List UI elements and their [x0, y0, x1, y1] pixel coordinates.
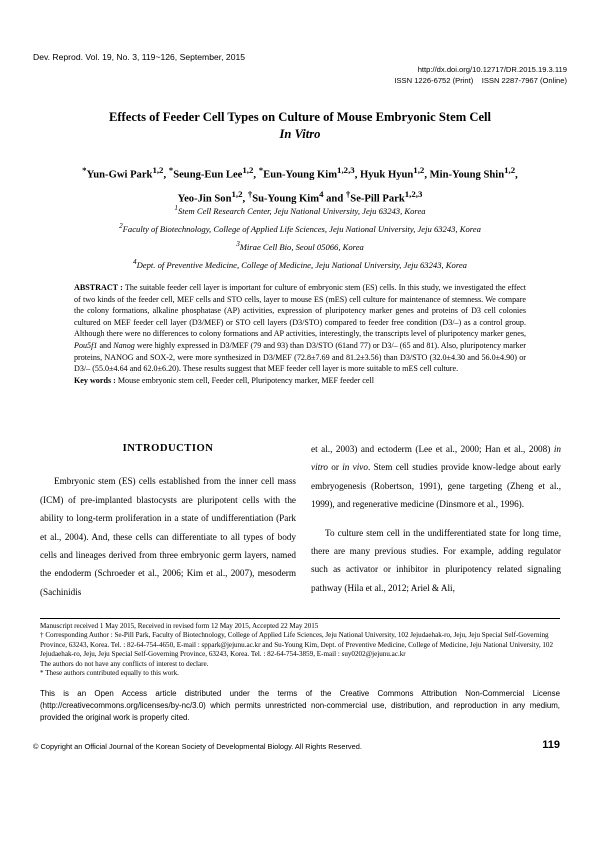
author-name: Min-Young Shin	[429, 169, 505, 181]
intro-paragraph-2: To culture stem cell in the undifferentiated state for long time, there are many previous studies. For example, adding regulator such as activator or inhibitor in pluripotency related signaling pathway (Hila et al., 2012; Ariel & Ali,	[311, 527, 561, 593]
gene-name: Nanog	[113, 340, 135, 350]
author-mark: *	[82, 165, 87, 175]
affiliation-text: Stem Cell Research Center, Jeju National University, Jeju 63243, Korea	[177, 205, 426, 216]
intro-paragraph-1-cont	[311, 440, 561, 514]
body-text: or	[328, 462, 343, 473]
license-notice: This is an Open Access article distributed under the terms of the Creative Commons Attribution Non-Commercial License (http://creativecommons.org/licenses/by-nc/3.0) which permits unrestricted non-commercial use, distribution, and reproduction in any medium, provided the original work is properly cited.	[40, 689, 560, 722]
affiliation-4	[40, 255, 560, 273]
author-affil: 4	[319, 188, 324, 199]
affiliation-number: 3	[236, 239, 240, 248]
footnote-divider	[40, 618, 560, 619]
doi-block	[394, 64, 567, 86]
intro-paragraph-1: Embryonic stem (ES) cells established from the inner cell mass (ICM) of pre-implanted blastocysts are pluripotent cells with the ability to long-term proliferation in a state of undifferentiation (Park et al., 2004). And, these cells can differentiate to all types of body cells and lineages derived from three embryonic germ layers, named the endoderm (Schroeder et al., 2006; Kim et al., 2007), mesoderm (Sachinidis	[40, 476, 296, 597]
journal-citation: Dev. Reprod. Vol. 19, No. 3, 119~126, September, 2015	[33, 52, 246, 62]
author-name: Eun-Young Kim	[263, 169, 338, 181]
keywords	[74, 375, 526, 387]
author-mark: *	[168, 165, 174, 175]
footnotes	[40, 622, 560, 678]
body-text: . Stem cell studies provide know-ledge about early embryogenesis (Robertson, 1991), gene targeting (Zheng et al., 1999), and regenerative medicine (Dinsmore et al., 1996).	[311, 462, 561, 510]
abstract-text-2: were highly expressed in D3/MEF (79 and 93) than D3/STO (61and 77) or D3/– (65 and 81). Also, pluripotency marker proteins, NANOG and SOX-2, were more synthesized in D3/MEF (72.8±7.69 and 81.2±3.56) than D3/STO (32.0±4.30 and 56.0±4.90) or D3/– (55.0±4.64 and 62.0±6.20). These results suggest that MEF feeder cell layer is more suitable to mES cell culture.	[74, 340, 527, 374]
author-name: Yun-Gwi Park	[86, 169, 153, 181]
issn-line: ISSN 1226-6752 (Print) ISSN 2287-7967 (Online)	[394, 76, 567, 85]
abstract-body	[74, 282, 526, 375]
abstract	[74, 282, 526, 386]
affiliation-text: Faculty of Biotechnology, College of Applied Life Sciences, Jeju National University, Jeju 63243, Korea	[122, 223, 481, 234]
affiliation-number: 1	[174, 204, 178, 212]
author-mark: *	[258, 165, 264, 175]
section-heading: INTRODUCTION	[122, 443, 214, 454]
body-text: et al., 2003) and ectoderm (Lee et al., 2000; Han et al., 2008)	[311, 444, 554, 454]
author-name: Su-Young Kim	[252, 193, 320, 205]
author-affil: 1,2	[413, 165, 425, 175]
equal-contribution: * These authors contributed equally to this work.	[40, 669, 179, 678]
gene-name: Pou5f1	[74, 340, 98, 350]
affiliation-1	[40, 201, 560, 219]
affiliation-2	[40, 219, 560, 237]
title-line-1: Effects of Feeder Cell Types on Culture of Mouse Embryonic Stem Cell	[108, 110, 492, 124]
affiliation-number: 4	[133, 257, 137, 266]
author-name: Hyuk Hyun	[359, 169, 414, 181]
paper-title	[40, 109, 560, 143]
abstract-text-1: The suitable feeder cell layer is important for culture of embryonic stem (ES) cells. In this study, we investigated the effect of two kinds of the feeder cell, MEF cells and STO cells, layer to mouse ES (mES) cell culture for maintenance of stemness. We compare the colony formations, alkaline phosphatase (AP) activities, expression of pluripotency marker genes and proteins of D3 cell colonies cultured on MEF feeder cell layer (D3/MEF) or STO cell layers (D3/STO) compared to feeder free condition (D3/–) as a control group. Although there were no differences to colony formations and AP activities, interestingly, the transcripts level of pluripotency marker genes,	[74, 283, 526, 339]
author-mark: †	[345, 188, 351, 199]
conflict-statement: The authors do not have any conflicts of interest to declare.	[40, 659, 209, 668]
author-affil: 1,2,3	[337, 165, 355, 175]
author-line-1: *Yun-Gwi Park$^{1,2}$, *Seung-Eun Lee$^{1,2}$, *Eun-Young Kim$^{1,2,3}$, Hyuk Hyun$^{1,2}$, Min-Young Shin$^{1,2}$,	[82, 165, 518, 181]
author-line-2: Yeo-Jin Son$^{1,2}$, †Su-Young Kim$^4$ and †Se-Pill Park$^{1,2,3}$	[177, 188, 423, 205]
manuscript-dates: Manuscript received 1 May 2015, Received in revised form 12 May 2015, Accepted 22 May 2015	[40, 622, 319, 630]
corresponding-author: † Corresponding Author : Se-Pill Park, Faculty of Biotechnology, College of Applied Life Sciences, Jeju National University, 102 Jejudaehak-ro, Jeju, Jeju Special Self-Governing Province, 63243, Korea. Tel. : 82-64-754-4650, E-mail : sppark@jejunu.ac.kr and Su-Young Kim, Dept. of Preventive Medicine, College of Medicine, Jeju National University, 102 Jejudaehak-ro, Jeju, Jeju Special Self-Governing Province, 63243, Korea. Tel. : 82-64-754-3859, E-mail : suy0202@jejunu.ac.kr	[40, 631, 554, 659]
italic-term: in vitro	[311, 444, 561, 473]
affiliation-text: Mirae Cell Bio, Seoul 05066, Korea	[239, 241, 364, 252]
doi-link[interactable]: http://dx.doi.org/10.12717/DR.2015.19.3.119	[417, 65, 567, 74]
author-affil: 1,2	[152, 165, 164, 175]
author-affil: 1,2,3	[404, 188, 423, 199]
copyright-notice: © Copyright an Official Journal of the Korean Society of Developmental Biology. All Rights Reserved.	[33, 742, 362, 751]
affiliations	[40, 201, 560, 272]
abstract-label: ABSTRACT :	[74, 283, 123, 292]
page-number: 119	[542, 739, 560, 751]
title-line-2: In Vitro	[279, 127, 321, 141]
italic-term: in vivo	[342, 462, 368, 473]
keywords-label: Key words :	[74, 375, 116, 385]
author-mark: †	[247, 188, 253, 199]
abstract-and: and	[97, 340, 114, 350]
affiliation-number: 2	[119, 221, 123, 230]
column-right	[311, 440, 561, 597]
author-affil: 1,2	[242, 165, 254, 175]
author-name: Se-Pill Park	[350, 193, 405, 205]
affiliation-text: Dept. of Preventive Medicine, College of Medicine, Jeju National University, Jeju 63243, Korea	[136, 259, 467, 270]
column-left	[40, 440, 296, 601]
author-name: Seung-Eun Lee	[173, 169, 243, 181]
keywords-text: Mouse embryonic stem cell, Feeder cell, Pluripotency marker, MEF feeder cell	[115, 375, 374, 385]
author-name: Yeo-Jin Son	[177, 193, 232, 205]
author-affil: 1,2	[231, 188, 243, 199]
author-affil: 1,2	[504, 165, 516, 175]
affiliation-3	[40, 237, 560, 255]
